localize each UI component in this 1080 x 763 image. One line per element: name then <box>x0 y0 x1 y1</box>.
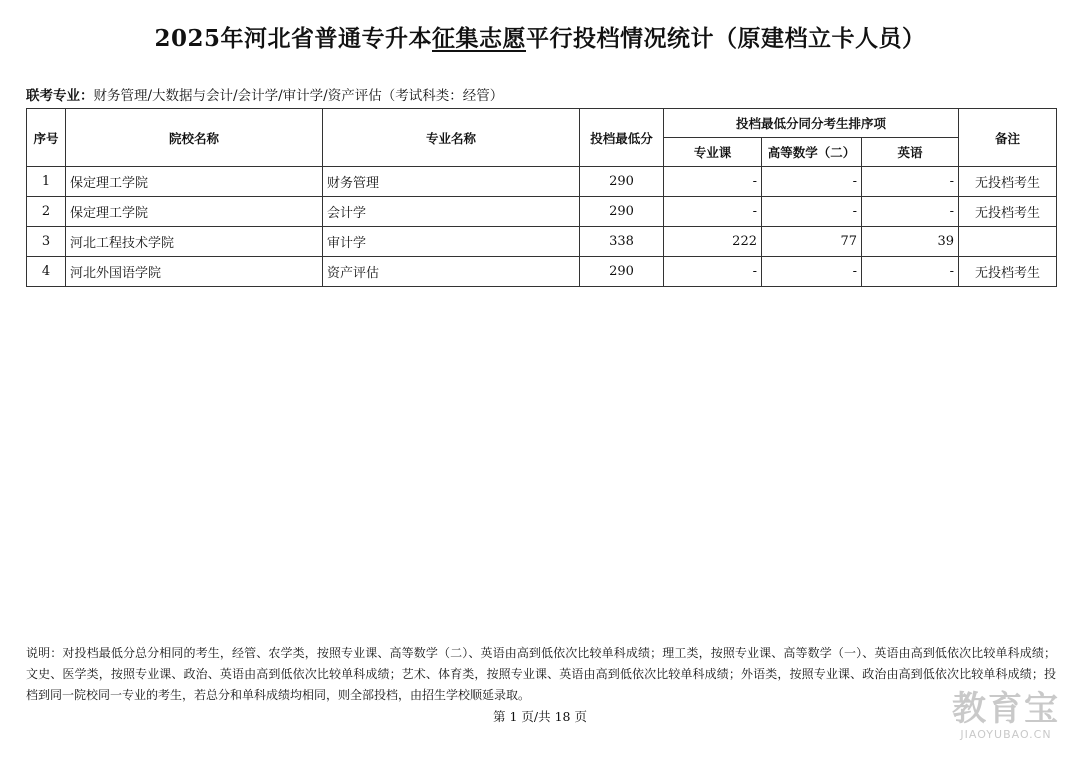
watermark-logo <box>952 690 1060 741</box>
header-remark: 备注 <box>959 109 1057 167</box>
watermark-cn: 教育宝 <box>952 689 1060 729</box>
header-english: 英语 <box>862 138 959 167</box>
cell-school: 河北工程技术学院 <box>66 227 323 257</box>
title-underlined: 征集志愿 <box>432 25 526 52</box>
header-index: 序号 <box>27 109 66 167</box>
cell-school: 保定理工学院 <box>66 167 323 197</box>
major-line-label: 联考专业： <box>26 88 94 104</box>
explanation-note: 说明：对投档最低分总分相同的考生，经管、农学类，按照专业课、高等数学（二）、英语由高到低依次比较单科成绩；理工类，按照专业课、高等数学（一）、英语由高到低依次比较单科成绩；文史、医学类，按照专业课、政治、英语由高到低依次比较单科成绩；艺术、体育类，按照专业课、英语由高到低依次比较单科成绩；外语类，按照专业课、政治由高到低依次比较单科成绩；投档到同一院校同一专业的考生，若总分和单科成绩均相同，则全部投档，由招生学校顺延录取。 <box>26 646 1056 702</box>
cell-remark: 无投档考生 <box>959 167 1057 197</box>
cell-index: 4 <box>27 257 66 287</box>
watermark-en: JIAOYUBAO.CN <box>960 728 1052 741</box>
cell-english: - <box>862 167 959 197</box>
cell-min-score: 290 <box>580 197 664 227</box>
cell-min-score: 338 <box>580 227 664 257</box>
table-row <box>27 227 1057 257</box>
cell-math: - <box>762 257 862 287</box>
header-tie-group: 投档最低分同分考生排序项 <box>664 109 959 138</box>
cell-math: - <box>762 167 862 197</box>
cell-min-score: 290 <box>580 167 664 197</box>
table-row <box>27 167 1057 197</box>
cell-school: 保定理工学院 <box>66 197 323 227</box>
cell-school: 河北外国语学院 <box>66 257 323 287</box>
cell-math: - <box>762 197 862 227</box>
cell-min-score: 290 <box>580 257 664 287</box>
cell-major-course: 222 <box>664 227 762 257</box>
cell-english: - <box>862 257 959 287</box>
cell-major: 资产评估 <box>323 257 580 287</box>
cell-major-course: - <box>664 257 762 287</box>
cell-english: - <box>862 197 959 227</box>
cell-math: 77 <box>762 227 862 257</box>
table-row <box>27 257 1057 287</box>
cell-index: 1 <box>27 167 66 197</box>
cell-remark <box>959 227 1057 257</box>
page-title <box>0 20 1080 53</box>
title-suffix: 平行投档情况统计（原建档立卡人员） <box>526 25 926 52</box>
cell-english: 39 <box>862 227 959 257</box>
header-school: 院校名称 <box>66 109 323 167</box>
header-major: 专业名称 <box>323 109 580 167</box>
cell-remark: 无投档考生 <box>959 257 1057 287</box>
header-min-score: 投档最低分 <box>580 109 664 167</box>
admission-table <box>26 108 1057 287</box>
cell-major-course: - <box>664 167 762 197</box>
table-row <box>27 197 1057 227</box>
cell-major-course: - <box>664 197 762 227</box>
cell-major: 会计学 <box>323 197 580 227</box>
cell-index: 2 <box>27 197 66 227</box>
exam-category: （考试科类：经管） <box>381 88 504 104</box>
cell-major: 审计学 <box>323 227 580 257</box>
header-math: 高等数学（二） <box>762 138 862 167</box>
major-list: 财务管理/大数据与会计/会计学/审计学/资产评估 <box>93 88 382 104</box>
cell-index: 3 <box>27 227 66 257</box>
major-line <box>26 84 503 104</box>
title-prefix: 2025年河北省普通专升本 <box>154 25 432 52</box>
header-major-course: 专业课 <box>664 138 762 167</box>
cell-major: 财务管理 <box>323 167 580 197</box>
page-number: 第 1 页/共 18 页 <box>493 709 587 724</box>
cell-remark: 无投档考生 <box>959 197 1057 227</box>
